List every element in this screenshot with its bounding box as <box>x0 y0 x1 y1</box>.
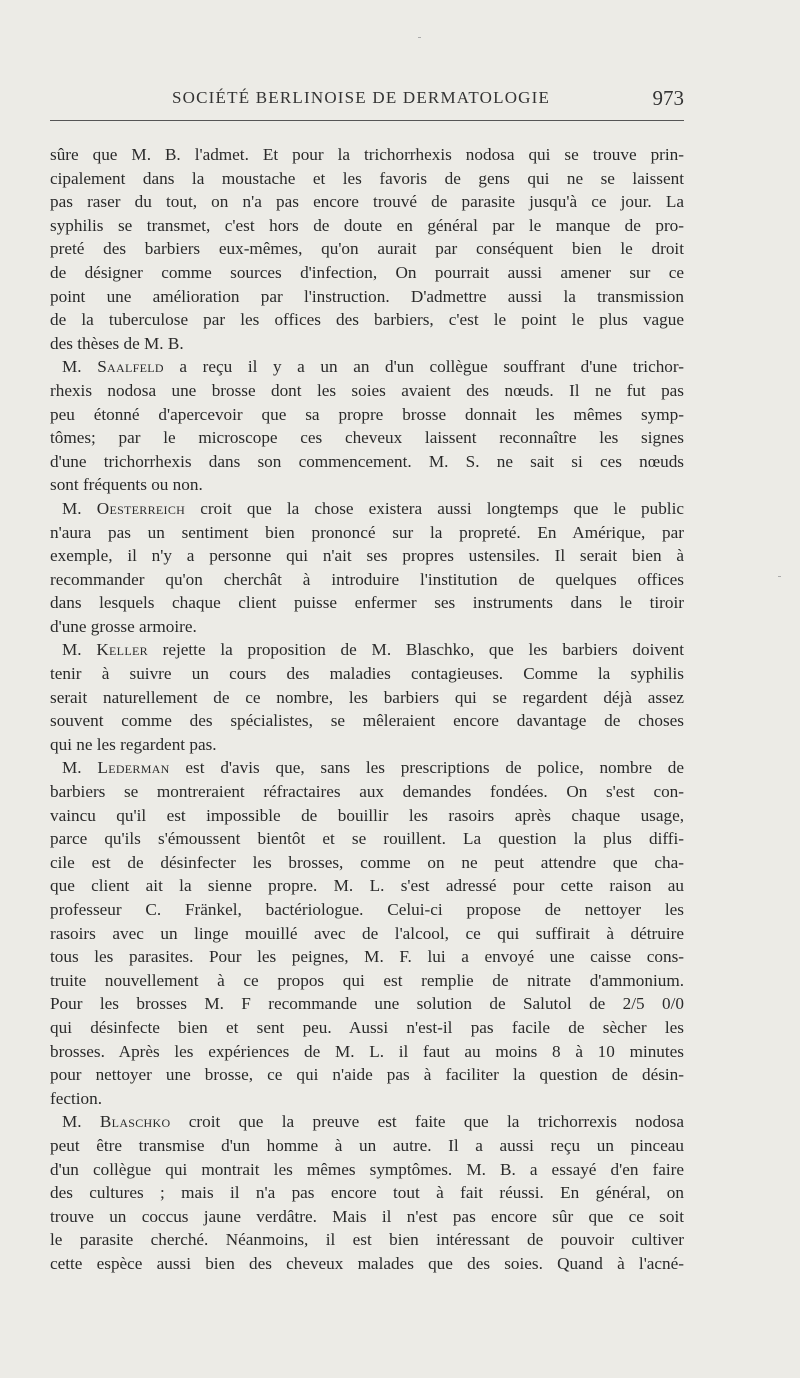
text-line: peut être transmise d'un homme à un autre. Il a aussi reçu un pinceau <box>50 1135 684 1155</box>
text-line: dans lesquels chaque client puisse enfermer ses instruments dans le tiroir <box>50 593 684 613</box>
text-line: rasoirs avec un linge mouillé avec de l'alcool, ce qui suffirait à détruire <box>50 923 684 943</box>
line-text: est d'avis que, sans les prescriptions de police, nombre de <box>169 758 684 778</box>
line-text: a reçu il y a un an d'un collègue souffrant d'une trichor- <box>163 357 684 377</box>
line-text: rejette la proposition de M. Blaschko, que les barbiers doivent <box>147 640 684 660</box>
speaker-name: Blaschko <box>99 1112 171 1132</box>
text-line: des thèses de M. B. <box>50 333 184 353</box>
text-line: point une amélioration par l'instruction. D'admettre aussi la transmission <box>50 286 684 306</box>
line-text: croit que la preuve est faite que la trichorrexis nodosa <box>170 1112 684 1132</box>
text-line: que client ait la sienne propre. M. L. s'est adressé pour cette raison au <box>50 876 684 896</box>
text-line: serait naturellement de ce nombre, les barbiers qui se regardent déjà assez <box>50 687 684 707</box>
line-prefix: M. <box>62 498 97 518</box>
text-line: preté des barbiers eux-mêmes, qu'on aurait par conséquent bien le droit <box>50 239 684 259</box>
text-line: brosses. Après les expériences de M. L. il faut au moins 8 à 10 minutes <box>50 1041 684 1061</box>
text-line: qui désinfecte bien et sent peu. Aussi n'est-il pas facile de sècher les <box>50 1017 684 1037</box>
text-line <box>50 1110 684 1134</box>
text-line: syphilis se transmet, c'est hors de doute en général par le manque de pro- <box>50 215 684 235</box>
text-line: trouve un coccus jaune verdâtre. Mais il n'est pas encore sûr que ce soit <box>50 1206 684 1226</box>
text-line: qui ne les regardent pas. <box>50 734 217 754</box>
text-line: de la tuberculose par les offices des barbiers, c'est le point le plus vague <box>50 310 684 330</box>
text-line: tenir à suivre un cours des maladies contagieuses. Comme la syphilis <box>50 664 684 684</box>
text-line: n'aura pas un sentiment bien prononcé sur la propreté. En Amérique, par <box>50 522 684 542</box>
paper-speck <box>418 37 421 38</box>
body-text <box>50 143 684 1276</box>
text-line: d'un collègue qui montrait les mêmes symptômes. M. B. a essayé d'en faire <box>50 1159 684 1179</box>
line-prefix: M. <box>62 758 98 778</box>
running-title: SOCIÉTÉ BERLINOISE DE DERMATOLOGIE <box>172 88 551 107</box>
text-line: cette espèce aussi bien des cheveux malades que des soies. Quand à l'acné- <box>50 1253 684 1273</box>
speaker-name: Lederman <box>97 758 170 778</box>
text-line <box>50 497 684 521</box>
text-line: le parasite cherché. Néanmoins, il est bien intéressant de pouvoir cultiver <box>50 1230 684 1250</box>
line-prefix: M. <box>62 357 98 377</box>
speaker-name: Oesterreich <box>96 498 186 518</box>
text-line: truite nouvellement à ce propos qui est remplie de nitrate d'ammonium. <box>50 970 684 990</box>
text-line: souvent comme des spécialistes, se mêleraient encore davantage de choses <box>50 711 684 731</box>
header-rule <box>50 120 684 121</box>
text-line: sûre que M. B. l'admet. Et pour la trichorrhexis nodosa qui se trouve prin- <box>50 145 684 164</box>
text-line: d'une trichorrhexis dans son commencement. M. S. ne sait si ces nœuds <box>50 451 684 471</box>
text-line: cile est de désinfecter les brosses, comme on ne peut attendre que cha- <box>50 852 684 872</box>
text-line: tômes; par le microscope ces cheveux laissent reconnaître les signes <box>50 428 684 448</box>
text-line <box>50 638 684 662</box>
text-line: pas raser du tout, on n'a pas encore trouvé de parasite jusqu'à ce jour. La <box>50 192 684 212</box>
text-line: pour nettoyer une brosse, ce qui n'aide pas à faciliter la question de désin- <box>50 1065 684 1085</box>
line-prefix: M. <box>62 1112 100 1132</box>
text-line: parce qu'ils s'émoussent bientôt et se rouillent. La question la plus diffi- <box>50 829 684 849</box>
text-line: barbiers se montreraient réfractaires aux demandes fondées. On s'est con- <box>50 782 684 802</box>
text-line: tous les parasites. Pour les peignes, M. F. lui a envoyé une caisse cons- <box>50 947 684 967</box>
paper-speck <box>778 576 781 577</box>
speaker-name: Keller <box>96 640 148 660</box>
text-line: des cultures ; mais il n'a pas encore tout à fait réussi. En général, on <box>50 1183 684 1203</box>
text-line: sont fréquents ou non. <box>50 475 203 495</box>
text-line <box>50 355 684 379</box>
text-line: de désigner comme sources d'infection, On pourrait aussi amener sur ce <box>50 262 684 282</box>
text-line: cipalement dans la moustache et les favoris de gens qui ne se laissent <box>50 168 684 188</box>
text-line: peu étonné d'apercevoir que sa propre brosse donnait les mêmes symp- <box>50 404 684 424</box>
text-line <box>50 756 684 780</box>
page-number: 973 <box>652 86 684 110</box>
text-line: Pour les brosses M. F recommande une solution de Salutol de 2/5 0/0 <box>50 994 684 1014</box>
text-line: fection. <box>50 1088 103 1108</box>
text-line: rhexis nodosa une brosse dont les soies avaient des nœuds. Il ne fut pas <box>50 380 684 400</box>
text-line: vaincu qu'il est impossible de bouillir les rasoirs après chaque usage, <box>50 805 684 825</box>
text-line: recommander qu'on cherchât à introduire l'institution de quelques offices <box>50 569 684 589</box>
speaker-name: Saalfeld <box>97 357 164 377</box>
running-head <box>50 88 684 112</box>
text-line: professeur C. Fränkel, bactériologue. Celui-ci propose de nettoyer les <box>50 900 684 919</box>
text-line: exemple, il n'y a personne qui n'ait ses propres ustensiles. Il serait bien à <box>50 546 684 566</box>
line-prefix: M. <box>62 640 97 660</box>
text-line: d'une grosse armoire. <box>50 616 197 636</box>
line-text: croit que la chose existera aussi longtemps que le public <box>185 498 684 518</box>
